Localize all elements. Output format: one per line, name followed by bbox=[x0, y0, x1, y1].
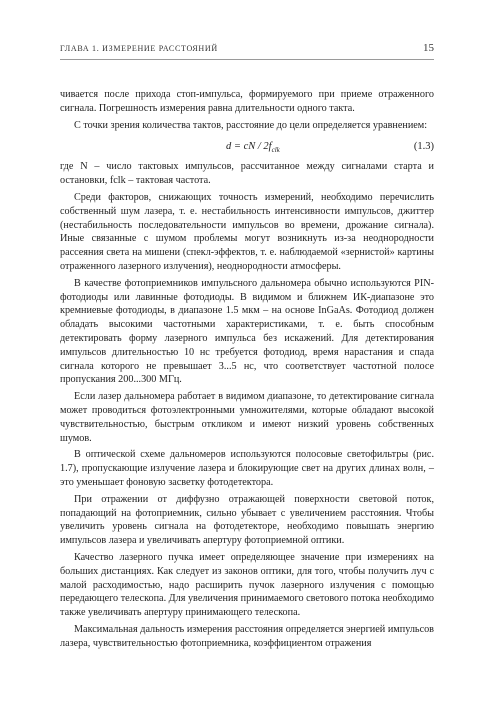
paragraph-continuation: чивается после прихода стоп-импульса, формируемого при приеме отраженного сигнала. Погрешность измерения равна длительности одного такта. bbox=[60, 89, 434, 114]
paragraph-photodetectors: В качестве фотоприемников импульсного дальномера обычно используются PIN-фотодиоды или лавинные фотодиоды. В видимом и ближнем ИК-диапазоне это кремниевые фотодиоды, в диапазоне 1.5 мкм – на основе InGaAs. Фотодиод должен обладать высокими частотными характеристиками, т. е. быть способным детектировать форму лазерного импульса без искажений. Для детектирования импульсов длительностью 10 нс требуется фотодиод, время нарастания и спада сигнала которого не превышает 3...5 нс, что соответствует частотной полосе пропускания 200...300 МГц. bbox=[60, 277, 434, 386]
equation-subscript: clk bbox=[271, 146, 280, 155]
paragraph-variable-definitions: где N – число тактовых импульсов, рассчитанное между сигналами старта и остановки, fclk – тактовая частота. bbox=[60, 161, 434, 187]
paragraph-visible-range: Если лазер дальномера работает в видимом диапазоне, то детектирование сигнала может проводиться фотоэлектронными умножителями, которые обладают высокой чувствительностью, быстрым откликом и имеют низкий уровень собственных шумов. bbox=[60, 391, 434, 444]
equation-expression bbox=[226, 140, 280, 158]
paragraph-beam-quality: Качество лазерного пучка имеет определяющее значение при измерениях на больших дистанциях. Как следует из законов оптики, для того, чтобы получить луч с малой расходимостью, надо расширить пучок лазерного излучения с помощью передающего телескопа. Для увеличения принимаемого светового потока необходимо также увеличивать апертуру принимающего телескопа. bbox=[60, 551, 434, 619]
page-header bbox=[60, 42, 434, 56]
paragraph-diffuse-reflection: При отражении от диффузно отражающей поверхности световой поток, попадающий на фотоприемник, сильно убывает с увеличением расстояния. Чтобы увеличить уровень сигнала на фотодетекторе, необходимо повышать энергию импульсов лазера и увеличивать апертуру фотоприемной оптики. bbox=[60, 493, 434, 547]
equation-number: (1.3) bbox=[413, 141, 434, 153]
paragraph-filters: В оптической схеме дальномеров используются полосовые светофильтры (рис. 1.7), пропускающие излучение лазера и блокирующие свет на других длинах волн, – это уменьшает фоновую засветку фотодетектора. bbox=[60, 449, 434, 488]
paragraph-max-range: Максимальная дальность измерения расстояния определяется энергией импульсов лазера, чувствительностью фотоприемника, коэффициентом отражения bbox=[60, 623, 434, 649]
paragraph-noise-factors: Среди факторов, снижающих точность измерений, необходимо перечислить собственный шум лазера, т. е. нестабильность интенсивности импульсов, джиттер (нестабильность последовательности импульсов во времени, дрожание сигнала). Иные связанные с шумом проблемы могут возникнуть из-за неоднородности рассеяния света на мишени (спекл-эффектов, т. е. наблюдаемой «зернистой» картины отраженного лазерного излучения), неоднородности атмосферы. bbox=[60, 191, 434, 272]
paragraph-equation-intro: С точки зрения количества тактов, расстояние до цели определяется уравнением: bbox=[74, 119, 428, 131]
header-rule bbox=[60, 59, 434, 60]
equation-main: d = cN / 2f bbox=[226, 141, 272, 153]
body-text bbox=[60, 88, 434, 653]
page-number: 15 bbox=[423, 42, 434, 54]
running-head: ГЛАВА 1. ИЗМЕРЕНИЕ РАССТОЯНИЙ bbox=[60, 44, 218, 53]
equation-1-3 bbox=[60, 138, 434, 156]
